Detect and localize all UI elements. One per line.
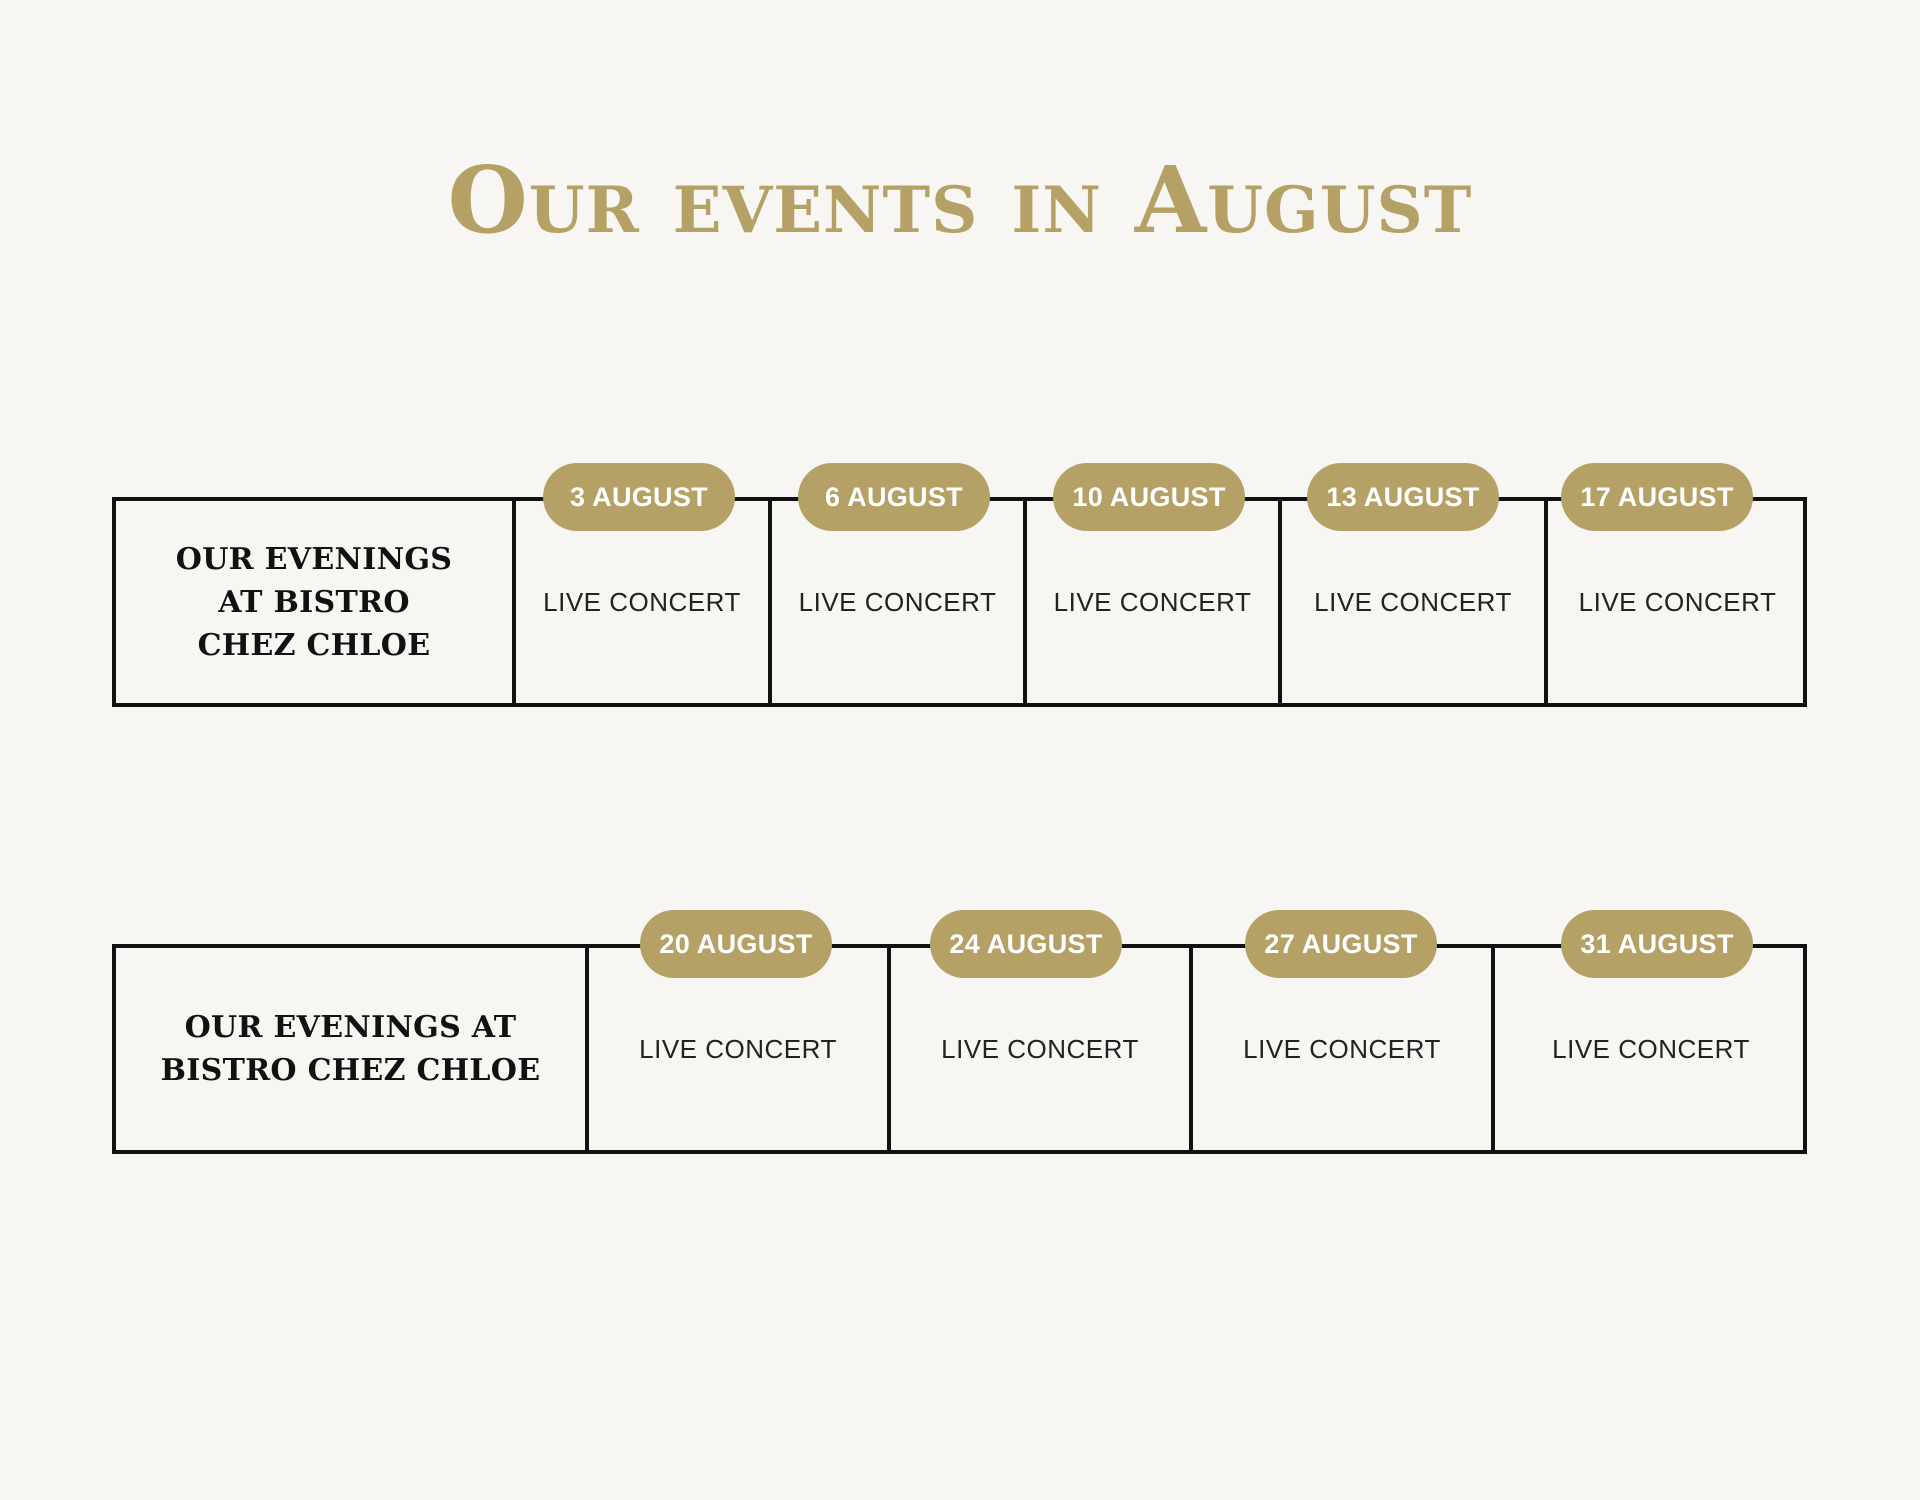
date-badge: 6 AUGUST bbox=[798, 463, 990, 531]
date-badge: 20 AUGUST bbox=[640, 910, 832, 978]
event-name: LIVE CONCERT bbox=[798, 586, 997, 617]
event-name: LIVE CONCERT bbox=[941, 1033, 1139, 1064]
date-badge: 13 AUGUST bbox=[1307, 463, 1499, 531]
event-cell bbox=[1189, 948, 1491, 1150]
event-cell bbox=[512, 501, 768, 703]
date-badge: 17 AUGUST bbox=[1561, 463, 1753, 531]
event-name: LIVE CONCERT bbox=[1552, 1033, 1750, 1064]
page-title: Our events in August bbox=[447, 146, 1473, 254]
date-badge: 31 AUGUST bbox=[1561, 910, 1753, 978]
date-badge: 3 AUGUST bbox=[543, 463, 735, 531]
event-cell bbox=[768, 501, 1023, 703]
schedule-label-cell bbox=[116, 948, 585, 1150]
event-cell bbox=[585, 948, 887, 1150]
schedule-label-cell bbox=[116, 501, 512, 703]
event-name: LIVE CONCERT bbox=[1314, 586, 1512, 617]
event-name: LIVE CONCERT bbox=[1243, 1033, 1441, 1064]
event-name: LIVE CONCERT bbox=[1053, 586, 1252, 617]
event-cell bbox=[1278, 501, 1544, 703]
date-badge: 27 AUGUST bbox=[1245, 910, 1437, 978]
event-name: LIVE CONCERT bbox=[639, 1033, 837, 1064]
schedule-label: OUR EVENINGS AT BISTRO CHEZ CHLOE bbox=[160, 1010, 541, 1088]
date-badge: 10 AUGUST bbox=[1053, 463, 1245, 531]
event-name: LIVE CONCERT bbox=[1578, 586, 1777, 617]
event-cell bbox=[1491, 948, 1807, 1150]
event-cell bbox=[1023, 501, 1278, 703]
event-cell bbox=[1544, 501, 1807, 703]
event-cell bbox=[887, 948, 1189, 1150]
date-badge: 24 AUGUST bbox=[930, 910, 1122, 978]
schedule-label: OUR EVENINGS AT BISTRO CHEZ CHLOE bbox=[175, 541, 453, 663]
event-name: LIVE CONCERT bbox=[543, 586, 741, 617]
